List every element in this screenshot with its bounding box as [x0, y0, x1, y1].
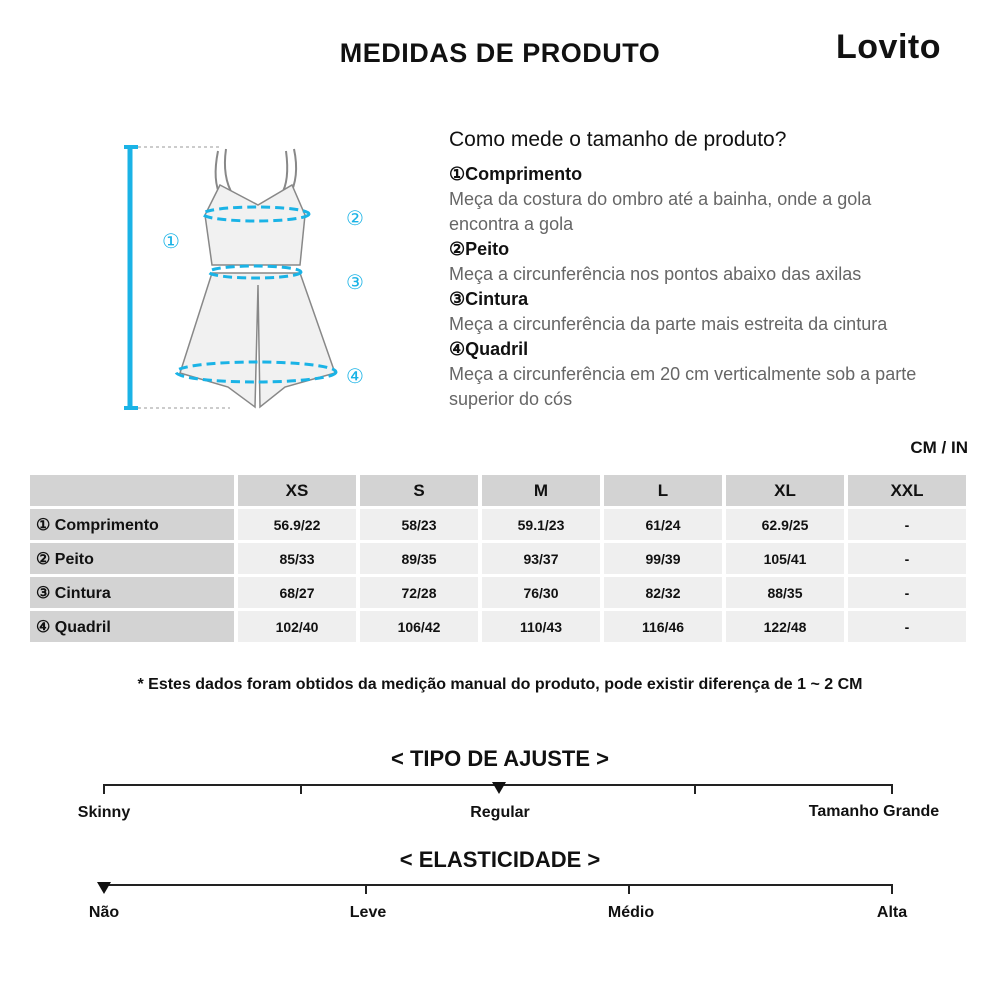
elasticity-marker-icon [97, 882, 111, 894]
label-waist: ③ [346, 270, 364, 294]
measure-title-chest: ②Peito [449, 239, 510, 259]
fit-label-regular: Regular [470, 804, 530, 821]
elasticity-label-medium: Médio [607, 904, 655, 921]
row-label: ④ Quadril [30, 611, 234, 642]
size-table [30, 475, 970, 645]
measure-desc-length: Meça da costura do ombro até a bainha, onde a gola encontra a gola [449, 189, 872, 234]
label-hip: ④ [346, 364, 364, 388]
fit-tick [891, 784, 893, 794]
table-cell: 59.1/23 [482, 509, 600, 540]
table-cell: 106/42 [360, 611, 478, 642]
header-cell: M [482, 475, 600, 506]
fit-scale [103, 784, 893, 804]
table-cell: 88/35 [726, 577, 844, 608]
header-cell: L [604, 475, 722, 506]
unit-label: CM / IN [910, 438, 968, 457]
table-cell: - [848, 509, 966, 540]
table-cell: 76/30 [482, 577, 600, 608]
table-cell: 82/32 [604, 577, 722, 608]
fit-title: < TIPO DE AJUSTE > [390, 746, 610, 771]
table-row [30, 543, 970, 577]
elasticity-tick [628, 884, 630, 894]
measure-title-waist: ③Cintura [449, 289, 529, 309]
table-row [30, 611, 970, 645]
table-cell: 102/40 [238, 611, 356, 642]
header-cell: S [360, 475, 478, 506]
measure-title-length: ①Comprimento [449, 164, 583, 184]
measure-desc-chest: Meça a circunferência nos pontos abaixo das axilas [449, 264, 862, 284]
how-to-question: Como mede o tamanho de produto? [449, 128, 787, 151]
table-cell: 93/37 [482, 543, 600, 574]
measure-desc-hip: Meça a circunferência em 20 cm verticalmente sob a parte superior do cós [449, 364, 917, 409]
table-cell: 68/27 [238, 577, 356, 608]
elasticity-scale-line [103, 884, 893, 886]
elasticity-label-light: Leve [349, 904, 387, 921]
measure-title-hip: ④Quadril [449, 339, 529, 359]
header-cell: XS [238, 475, 356, 506]
fit-tick [300, 784, 302, 794]
elasticity-title: < ELASTICIDADE > [399, 847, 601, 872]
table-cell: 116/46 [604, 611, 722, 642]
label-chest: ② [346, 206, 364, 230]
label-length: ① [162, 229, 180, 253]
elasticity-tick [891, 884, 893, 894]
row-label: ② Peito [30, 543, 234, 574]
table-cell: 85/33 [238, 543, 356, 574]
table-cell: 72/28 [360, 577, 478, 608]
table-cell: - [848, 611, 966, 642]
elasticity-tick [365, 884, 367, 894]
table-cell: - [848, 543, 966, 574]
row-label: ① Comprimento [30, 509, 234, 540]
fit-tick [694, 784, 696, 794]
header-cell [30, 475, 234, 506]
header-cell: XL [726, 475, 844, 506]
table-cell: 99/39 [604, 543, 722, 574]
elasticity-label-high: Alta [876, 904, 908, 921]
elasticity-scale [103, 884, 893, 904]
table-cell: 56.9/22 [238, 509, 356, 540]
table-row [30, 509, 970, 543]
table-cell: 89/35 [360, 543, 478, 574]
table-row [30, 577, 970, 611]
header-cell: XXL [848, 475, 966, 506]
measure-desc-waist: Meça a circunferência da parte mais estreita da cintura [449, 314, 888, 334]
fit-marker-icon [492, 782, 506, 794]
how-to-measure [449, 128, 969, 412]
table-header-row [30, 475, 970, 509]
page-title: MEDIDAS DE PRODUTO [339, 38, 661, 68]
table-cell: 105/41 [726, 543, 844, 574]
garment-diagram [110, 135, 400, 425]
fit-tick [103, 784, 105, 794]
table-cell: 61/24 [604, 509, 722, 540]
table-cell: 110/43 [482, 611, 600, 642]
table-cell: 58/23 [360, 509, 478, 540]
brand-logo: Lovito [836, 28, 941, 66]
fit-label-skinny: Skinny [77, 804, 131, 821]
table-cell: 122/48 [726, 611, 844, 642]
table-cell: - [848, 577, 966, 608]
table-cell: 62.9/25 [726, 509, 844, 540]
romper-illustration [110, 135, 400, 425]
fit-label-large: Tamanho Grande [808, 803, 940, 820]
measurement-note: * Estes dados foram obtidos da medição manual do produto, pode existir diferença de 1 ~ 2 CM [137, 676, 863, 693]
row-label: ③ Cintura [30, 577, 234, 608]
elasticity-label-none: Não [88, 904, 120, 921]
